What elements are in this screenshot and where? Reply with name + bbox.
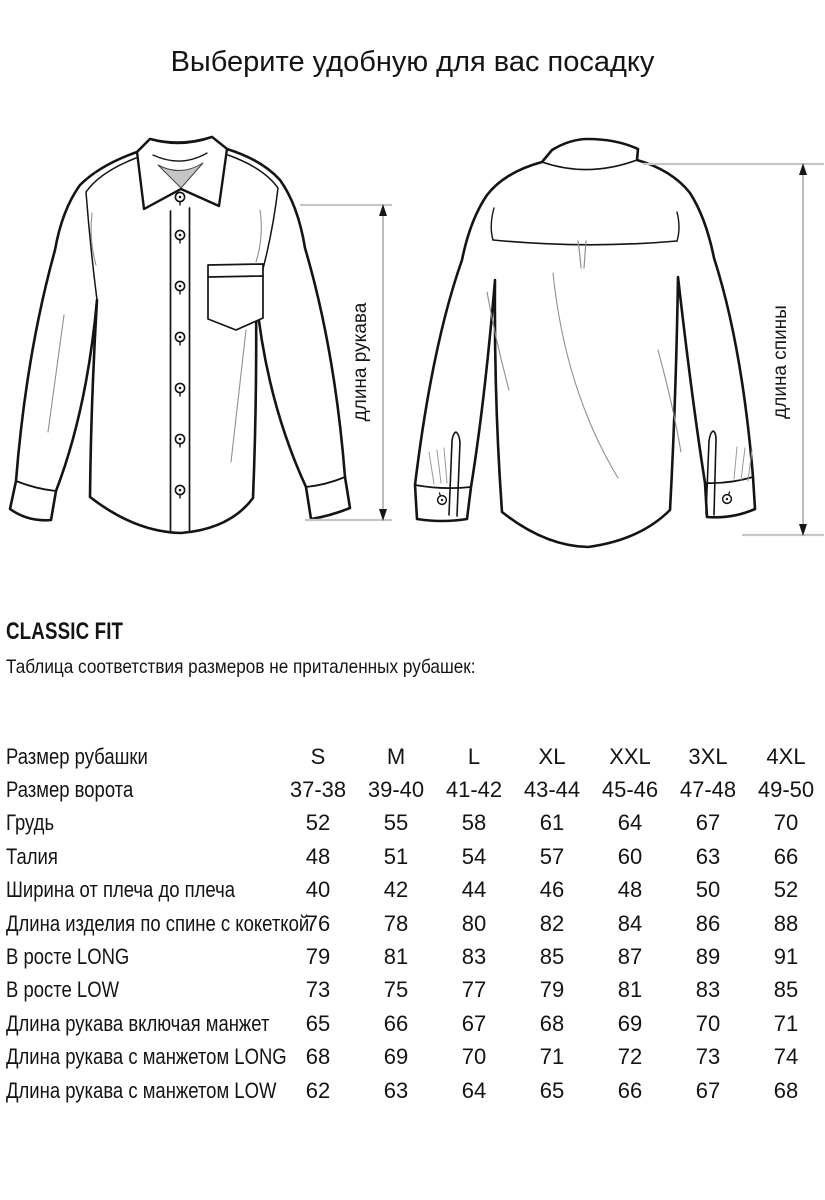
size-value: 71: [539, 1044, 565, 1070]
table-row: [6, 874, 825, 907]
table-row: [6, 907, 825, 940]
row-label: Ширина от плеча до плеча: [6, 877, 236, 903]
size-value: 37-38: [289, 777, 347, 803]
size-value: 74: [773, 1044, 799, 1070]
size-value: 61: [539, 810, 565, 836]
size-value: 52: [305, 810, 331, 836]
table-header-row: [6, 740, 825, 773]
size-value: 75: [383, 977, 409, 1003]
size-value: 68: [773, 1077, 799, 1103]
size-value: 51: [383, 843, 409, 869]
size-value: 45-46: [601, 777, 659, 803]
shirt-front-drawing: [10, 137, 350, 533]
size-value: 83: [461, 944, 487, 970]
size-value: 88: [773, 910, 799, 936]
row-label: Длина рукава с манжетом LOW: [6, 1077, 277, 1103]
size-value: 64: [461, 1077, 487, 1103]
table-subtitle: Таблица соответствия размеров не приталенных рубашек:: [6, 656, 476, 678]
size-value: 55: [383, 810, 409, 836]
size-value: 3XL: [688, 743, 728, 769]
size-value: 41-42: [445, 777, 503, 803]
size-value: 86: [695, 910, 721, 936]
size-value: 65: [305, 1010, 331, 1036]
size-value: 79: [539, 977, 565, 1003]
row-label: В росте LONG: [6, 944, 130, 970]
table-row: [6, 840, 825, 873]
table-row: [6, 1007, 825, 1040]
size-value: 49-50: [757, 777, 815, 803]
shirt-back-drawing: [415, 139, 755, 547]
size-value: 68: [305, 1044, 331, 1070]
size-value: 42: [383, 877, 409, 903]
table-row: [6, 1041, 825, 1074]
size-value: 83: [695, 977, 721, 1003]
row-label: Грудь: [6, 810, 55, 836]
size-value: 63: [383, 1077, 409, 1103]
size-value: 79: [305, 944, 331, 970]
page-title: Выберите удобную для вас посадку: [170, 46, 655, 78]
size-value: 68: [539, 1010, 565, 1036]
row-label: В росте LOW: [6, 977, 120, 1003]
size-table: [6, 740, 825, 1107]
size-value: 43-44: [523, 777, 581, 803]
size-value: 70: [695, 1010, 721, 1036]
size-value: 76: [305, 910, 331, 936]
size-value: 70: [773, 810, 799, 836]
size-value: 47-48: [679, 777, 737, 803]
size-value: 64: [617, 810, 643, 836]
size-value: 48: [305, 843, 331, 869]
size-value: 89: [695, 944, 721, 970]
size-value: 72: [617, 1044, 643, 1070]
fit-heading: CLASSIC FIT: [6, 618, 124, 645]
size-value: 44: [461, 877, 487, 903]
size-value: S: [310, 743, 326, 769]
row-label: Длина рукава с манжетом LONG: [6, 1044, 287, 1070]
size-value: 57: [539, 843, 565, 869]
sleeve-length-label: длина рукава: [350, 302, 371, 422]
size-value: 60: [617, 843, 643, 869]
size-value: 66: [617, 1077, 643, 1103]
size-value: 84: [617, 910, 643, 936]
chest-pocket: [208, 264, 263, 330]
back-shirt-body: [415, 139, 755, 547]
row-label: Талия: [6, 843, 58, 869]
size-value: 70: [461, 1044, 487, 1070]
size-value: 69: [383, 1044, 409, 1070]
table-row: [6, 940, 825, 973]
row-label: Длина рукава включая манжет: [6, 1010, 270, 1036]
size-value: 87: [617, 944, 643, 970]
size-value: 82: [539, 910, 565, 936]
size-value: 67: [695, 810, 721, 836]
back-length-label: длина спины: [770, 305, 791, 419]
size-value: 67: [695, 1077, 721, 1103]
size-value: 73: [695, 1044, 721, 1070]
row-label: Размер рубашки: [6, 743, 148, 769]
table-row: [6, 974, 825, 1007]
size-value: 62: [305, 1077, 331, 1103]
size-value: XL: [538, 743, 566, 769]
size-value: 65: [539, 1077, 565, 1103]
size-value: 54: [461, 843, 487, 869]
size-value: 73: [305, 977, 331, 1003]
size-value: 91: [773, 944, 799, 970]
size-value: 71: [773, 1010, 799, 1036]
table-row: [6, 807, 825, 840]
row-label: Длина изделия по спине с кокеткой: [6, 910, 310, 936]
size-value: 40: [305, 877, 331, 903]
size-value: 77: [461, 977, 487, 1003]
size-value: 69: [617, 1010, 643, 1036]
size-value: 81: [383, 944, 409, 970]
size-value: 66: [383, 1010, 409, 1036]
table-row: [6, 1074, 825, 1107]
size-value: 50: [695, 877, 721, 903]
size-value: 52: [773, 877, 799, 903]
size-value: L: [467, 743, 481, 769]
size-value: 81: [617, 977, 643, 1003]
size-value: 80: [461, 910, 487, 936]
row-label: Размер ворота: [6, 777, 134, 803]
size-value: 66: [773, 843, 799, 869]
size-value: 63: [695, 843, 721, 869]
size-value: 39-40: [367, 777, 425, 803]
size-value: 4XL: [766, 743, 806, 769]
size-value: 58: [461, 810, 487, 836]
size-value: 67: [461, 1010, 487, 1036]
table-row: [6, 773, 825, 806]
size-value: 85: [539, 944, 565, 970]
size-value: 48: [617, 877, 643, 903]
size-value: XXL: [609, 743, 651, 769]
size-value: 46: [539, 877, 565, 903]
size-value: 85: [773, 977, 799, 1003]
size-value: 78: [383, 910, 409, 936]
size-value: M: [386, 743, 406, 769]
